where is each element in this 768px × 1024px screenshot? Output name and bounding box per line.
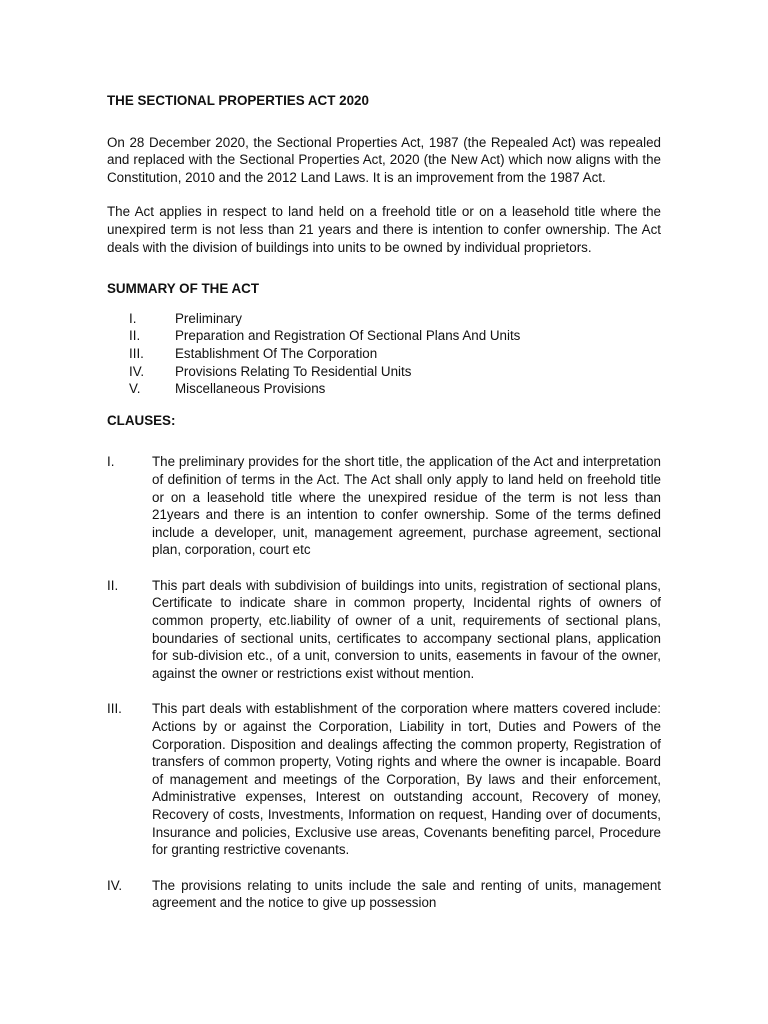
clause-item [107,877,661,912]
summary-item-number: III. [129,345,144,361]
clause-item [107,700,661,858]
summary-list [107,310,661,398]
summary-item-label: Provisions Relating To Residential Units [175,363,412,379]
clause-text: This part deals with establishment of the corporation where matters covered include: Actions by or against the Corporation, Liability in tort, Duties and Powers of the Corporation. Disposition and dealings affecting the common property, Registration of transfers of common property, Voting rights and where the owner is incapable. Board of management and meetings of the Corporation, By laws and their enforcement, Administrative expenses, Interest on outstanding account, Recovery of money, Recovery of costs, Investments, Information on request, Handing over of documents, Insurance and policies, Exclusive use areas, Covenants benefiting parcel, Procedure for granting restrictive covenants. [152,701,661,858]
summary-item-label: Miscellaneous Provisions [175,381,326,397]
summary-heading: SUMMARY OF THE ACT [107,281,260,297]
clause-number: III. [107,701,122,717]
clause-list [107,453,661,912]
document-title: THE SECTIONAL PROPERTIES ACT 2020 [107,93,369,108]
summary-item-label: Preparation and Registration Of Sectional Plans And Units [175,328,521,344]
summary-item [107,363,661,381]
clause-item [107,453,661,559]
clauses-heading: CLAUSES: [107,412,176,428]
summary-item [107,345,661,363]
clause-number: II. [107,577,119,593]
clause-number: I. [107,454,115,470]
scope-paragraph: The Act applies in respect to land held on a freehold title or on a leasehold title where the unexpired term is not less than 21 years and there is intention to confer ownership. The Act deals with the division of buildings into units to be owned by individual proprietors. [107,204,661,255]
summary-item-number: II. [129,328,141,344]
clause-text: The provisions relating to units include the sale and renting of units, management agreement and the notice to give up possession [152,877,661,911]
summary-item [107,380,661,398]
summary-item-number: IV. [129,363,145,379]
clause-text: The preliminary provides for the short title, the application of the Act and interpretation of definition of terms in the Act. The Act shall only apply to land held on freehold title or on a leasehold title where the unexpired residue of the term is not less than 21years and there is an intention to confer ownership. Some of the terms defined include a developer, unit, management agreement, purchase agreement, sectional plan, corporation, court etc [152,454,661,558]
summary-item-label: Preliminary [175,310,242,326]
clause-item [107,577,661,683]
summary-item [107,327,661,345]
summary-item-number: I. [129,310,137,326]
document-content [107,92,661,930]
summary-item-label: Establishment Of The Corporation [175,345,378,361]
summary-item-number: V. [129,381,141,397]
clause-text: This part deals with subdivision of buildings into units, registration of sectional plans, Certificate to indicate share in common property, Incidental rights of owners of common property, etc.liability of owner of a unit, requirements of sectional plans, boundaries of sectional units, certificates to accompany sectional plans, application for sub-division etc., of a unit, conversion to units, easements in favour of the owner, against the owner or restrictions exist without mention. [152,577,661,681]
clause-number: IV. [107,877,123,893]
intro-paragraph: On 28 December 2020, the Sectional Properties Act, 1987 (the Repealed Act) was repealed and replaced with the Sectional Properties Act, 2020 (the New Act) which now aligns with the Constitution, 2010 and the 2012 Land Laws. It is an improvement from the 1987 Act. [107,134,661,185]
summary-item [107,310,661,328]
